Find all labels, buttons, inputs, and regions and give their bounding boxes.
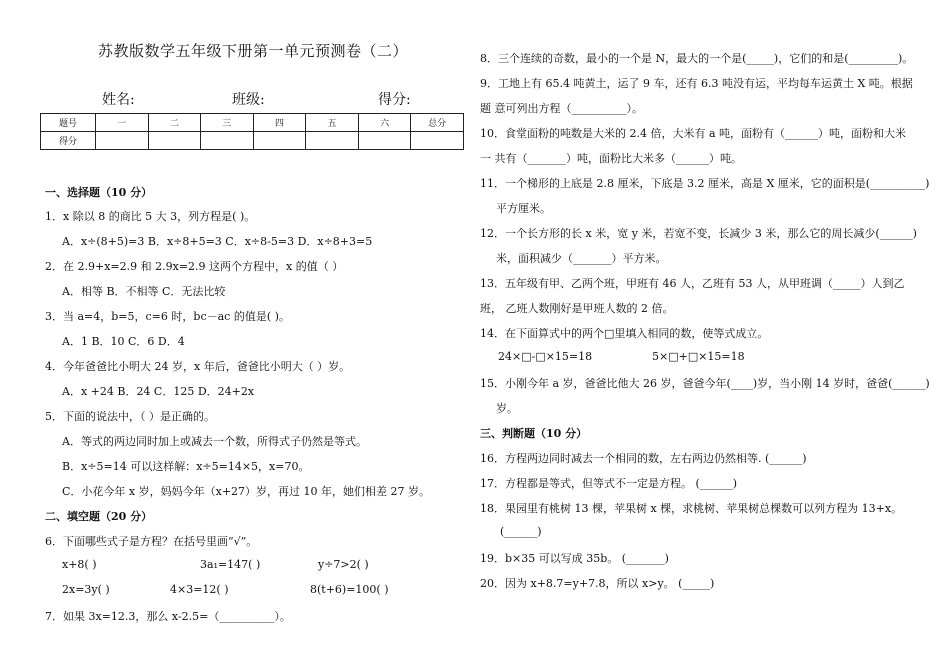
question-1-options: A．x÷(8+5)=3 B．x÷8+5=3 C．x÷8-5=3 D．x÷8+3=5 xyxy=(62,235,373,248)
score-table-cell: 二 xyxy=(148,114,201,132)
question-5-option-a: A．等式的两边同时加上或减去一个数，所得式子仍然是等式。 xyxy=(62,435,367,448)
section-heading-fill: 二、填空题（20 分） xyxy=(45,510,153,523)
question-19: 19．b×35 可以写成 35b。 (_______) xyxy=(480,552,669,565)
score-table-cell: 六 xyxy=(358,114,411,132)
score-input-cell[interactable] xyxy=(253,132,306,150)
question-20: 20．因为 x+8.7=y+7.8，所以 x>y。 (_____) xyxy=(480,577,715,590)
question-8: 8．三个连续的奇数，最小的一个是 N，最大的一个是(_____)，它们的和是(_________)。 xyxy=(480,52,914,65)
score-label: 得分: xyxy=(378,92,411,108)
question-15: 15．小刚今年 a 岁，爸爸比他大 26 岁，爸爸今年(____)岁，当小刚 14 岁时，爸爸(______) xyxy=(480,377,930,390)
question-11: 11．一个梯形的上底是 2.8 厘米，下底是 3.2 厘米，高是 X 厘米，它的面积是(__________) xyxy=(480,177,930,190)
score-table-cell: 一 xyxy=(96,114,149,132)
question-2: 2．在 2.9+x=2.9 和 2.9x=2.9 这两个方程中，x 的值（ ） xyxy=(45,260,344,273)
score-table xyxy=(40,113,464,150)
score-input-cell[interactable] xyxy=(411,132,464,150)
question-10-continued: 一 共有（_______）吨，面粉比大米多（______）吨。 xyxy=(480,152,742,165)
score-table-cell: 题号 xyxy=(41,114,96,132)
question-9: 9．工地上有 65.4 吨黄土，运了 9 车，还有 6.3 吨没有运，平均每车运黄土 X 吨。根据 xyxy=(480,77,913,90)
question-1: 1．x 除以 8 的商比 5 大 3，列方程是( )。 xyxy=(45,210,256,223)
question-15-continued: 岁。 xyxy=(496,402,518,415)
question-12: 12．一个长方形的长 x 米，宽 y 米，若宽不变，长减少 3 米，那么它的周长减少(______) xyxy=(480,227,917,240)
score-input-cell[interactable] xyxy=(358,132,411,150)
score-input-cell[interactable] xyxy=(96,132,149,150)
score-table-cell: 五 xyxy=(306,114,359,132)
question-14: 14．在下面算式中的两个□里填入相同的数，使等式成立。 xyxy=(480,327,769,340)
score-table-cell: 得分 xyxy=(41,132,96,150)
question-6-item: 8(t+6)=100( ) xyxy=(310,583,389,596)
question-11-continued: 平方厘米。 xyxy=(496,202,551,215)
question-13-continued: 班， 乙班人数刚好是甲班人数的 2 倍。 xyxy=(480,302,674,315)
question-6-item: 4×3=12( ) xyxy=(170,583,229,596)
question-5-option-b: B．x÷5=14 可以这样解：x÷5=14×5，x=70。 xyxy=(62,460,310,473)
question-14-equation-2: 5×□+□×15=18 xyxy=(652,350,745,363)
score-input-cell[interactable] xyxy=(148,132,201,150)
question-13: 13．五年级有甲、乙两个班，甲班有 46 人，乙班有 53 人，从甲班调（_____）人到乙 xyxy=(480,277,905,290)
question-5: 5．下面的说法中，（ ）是正确的。 xyxy=(45,410,215,423)
question-3-options: A．1 B．10 C．6 D．4 xyxy=(62,335,185,348)
score-table-cell: 四 xyxy=(253,114,306,132)
question-12-continued: 米，面积减少（_______）平方米。 xyxy=(496,252,667,265)
question-2-options: A．相等 B．不相等 C．无法比较 xyxy=(62,285,226,298)
question-7: 7．如果 3x=12.3，那么 x-2.5=（__________）。 xyxy=(45,610,291,623)
question-18: 18．果园里有桃树 13 棵，苹果树 x 棵，求桃树、苹果树总棵数可以列方程为 13+x。 xyxy=(480,502,903,515)
question-17: 17．方程都是等式，但等式不一定是方程。 (______) xyxy=(480,477,738,490)
score-table-score-row xyxy=(41,132,464,150)
question-10: 10．食堂面粉的吨数是大米的 2.4 倍，大米有 a 吨，面粉有（______）吨，面粉和大米 xyxy=(480,127,907,140)
score-table-cell: 总分 xyxy=(411,114,464,132)
score-table-header-row xyxy=(41,114,464,132)
score-table-cell: 三 xyxy=(201,114,254,132)
score-input-cell[interactable] xyxy=(306,132,359,150)
question-6-item: 3a₁=147( ) xyxy=(200,558,261,571)
question-16: 16．方程两边同时减去一个相同的数，左右两边仍然相等. (______) xyxy=(480,452,807,465)
section-heading-judge: 三、判断题（10 分） xyxy=(480,427,588,440)
question-6-item: 2x=3y( ) xyxy=(62,583,110,596)
name-label: 姓名: xyxy=(102,92,135,108)
question-14-equation-1: 24×□-□×15=18 xyxy=(498,350,593,363)
question-9-continued: 题 意可列出方程（__________）。 xyxy=(480,102,643,115)
score-input-cell[interactable] xyxy=(201,132,254,150)
page-title: 苏教版数学五年级下册第一单元预测卷（二） xyxy=(98,42,409,60)
question-5-option-c: C．小花今年 x 岁，妈妈今年（x+27）岁，再过 10 年，她们相差 27 岁。 xyxy=(62,485,431,498)
question-3: 3．当 a=4，b=5，c=6 时，bc－ac 的值是( )。 xyxy=(45,310,290,323)
section-heading-choice: 一、选择题（10 分） xyxy=(45,186,153,199)
question-6-item: y÷7>2( ) xyxy=(318,558,369,571)
class-label: 班级: xyxy=(232,92,265,108)
question-4: 4．今年爸爸比小明大 24 岁，x 年后，爸爸比小明大（ ）岁。 xyxy=(45,360,351,373)
question-6: 6．下面哪些式子是方程？在括号里画“√”。 xyxy=(45,535,258,548)
question-18-answer-blank[interactable]: (______) xyxy=(500,525,542,538)
question-6-item: x+8( ) xyxy=(62,558,97,571)
question-4-options: A．x +24 B．24 C．125 D．24+2x xyxy=(62,385,255,398)
